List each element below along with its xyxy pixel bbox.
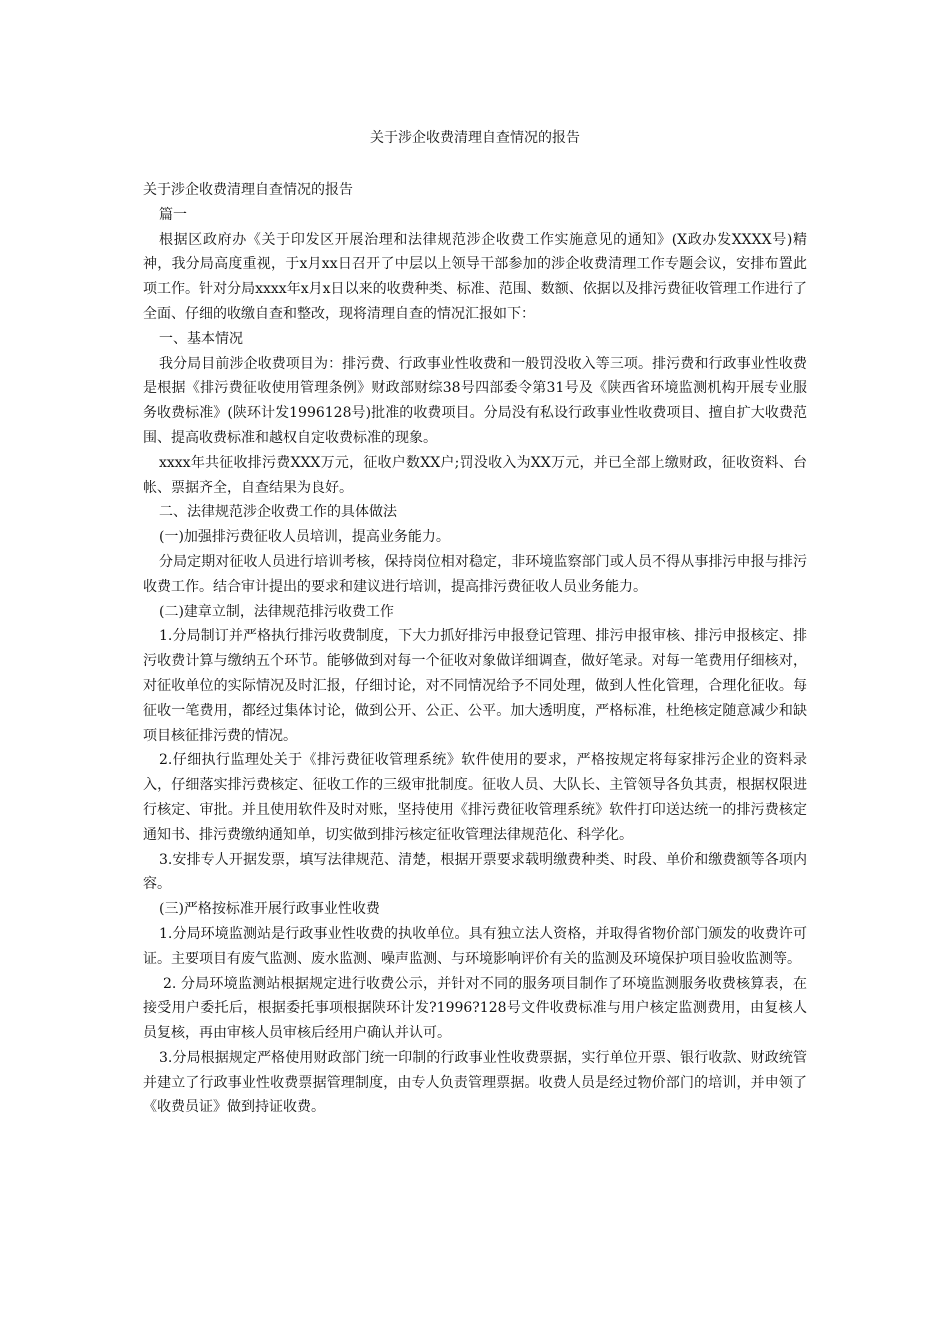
section-heading: 一、基本情况 xyxy=(159,330,243,347)
paragraph: 2.仔细执行监理处关于《排污费征收管理系统》软件使用的要求，严格按规定将每家排污企业的资料录入，仔细落实排污费核定、征收工作的三级审批制度。征收人员、大队长、主管领导各负其责，根据权限进行核定、审批。并且使用软件及时对账，坚持使用《排污费征收管理系统》软件打印送达统一的排污费核定通知书、排污费缴纳通知单，切实做到排污核定征收管理法律规范化、科学化。 xyxy=(143,752,807,843)
paragraph: 2. 分局环境监测站根据规定进行收费公示，并针对不同的服务项目制作了环境监测服务收费核算表，在接受用户委托后，根据委托事项根据陕环计发?1996?128号文件收费标准与用户核定监测费用，由复核人员复核，再由审核人员审核后经用户确认并认可。 xyxy=(143,975,807,1042)
document-title: 关于涉企收费清理自查情况的报告 xyxy=(370,130,580,146)
paragraph: 根据区政府办《关于印发区开展治理和法律规范涉企收费工作实施意见的通知》(X政办发XXXX号)精神，我分局高度重视，于x月xx日召开了中层以上领导干部参加的涉企收费清理工作专题会议，安排布置此项工作。针对分局xxxx年x月x日以来的收费种类、标准、范围、数额、依据以及排污费征收管理工作进行了全面、仔细的收缴自查和整改，现将清理自查的情况汇报如下： xyxy=(143,231,807,322)
paragraph: 1.分局制订并严格执行排污收费制度，下大力抓好排污申报登记管理、排污申报审核、排污申报核定、排污收费计算与缴纳五个环节。能够做到对每一个征收对象做详细调查，做好笔录。对每一笔费用仔细核对，对征收单位的实际情况及时汇报，仔细讨论，对不同情况给予不同处理，做到人性化管理，合理化征收。每征收一笔费用，都经过集体讨论，做到公开、公正、公平。加大透明度，严格标准，杜绝核定随意减少和缺项目核征排污费的情况。 xyxy=(143,628,807,744)
paragraph: 3.安排专人开据发票，填写法律规范、清楚，根据开票要求载明缴费种类、时段、单价和缴费额等各项内容。 xyxy=(143,851,807,893)
section-heading: 二、法律规范涉企收费工作的具体做法 xyxy=(159,504,397,521)
paragraph: 3.分局根据规定严格使用财政部门统一印制的行政事业性收费票据，实行单位开票、银行收款、财政统管并建立了行政事业性收费票据管理制度，由专人负责管理票据。收费人员是经过物价部门的培训，并申领了《收费员证》做到持证收费。 xyxy=(143,1049,807,1116)
subsection-heading: (一)加强排污费征收人员培训，提高业务能力。 xyxy=(159,529,450,546)
paragraph: 我分局目前涉企收费项目为：排污费、行政事业性收费和一般罚没收入等三项。排污费和行政事业性收费是根据《排污费征收使用管理条例》财政部财综38号四部委令第31号及《陕西省环境监测机构开展专业服务收费标准》(陕环计发1996128号)批准的收费项目。分局没有私设行政事业性收费项目、擅自扩大收费范围、提高收费标准和越权自定收费标准的现象。 xyxy=(143,355,807,446)
subsection-heading: (三)严格按标准开展行政事业性收费 xyxy=(159,901,380,918)
section-label: 篇一 xyxy=(159,206,187,223)
body-heading: 关于涉企收费清理自查情况的报告 xyxy=(143,182,353,198)
paragraph: xxxx年共征收排污费XXX万元，征收户数XX户;罚没收入为XX万元，并已全部上缴财政，征收资料、台帐、票据齐全，自查结果为良好。 xyxy=(143,454,807,496)
paragraph: 1.分局环境监测站是行政事业性收费的执收单位。具有独立法人资格，并取得省物价部门颁发的收费许可证。主要项目有废气监测、废水监测、噪声监测、与环境影响评价有关的监测及环境保护项目验收监测等。 xyxy=(143,925,807,967)
subsection-heading: (二)建章立制，法律规范排污收费工作 xyxy=(159,603,394,620)
document-body xyxy=(143,178,807,1120)
paragraph: 分局定期对征收人员进行培训考核，保持岗位相对稳定，非环境监察部门或人员不得从事排污申报与排污收费工作。结合审计提出的要求和建议进行培训，提高排污费征收人员业务能力。 xyxy=(143,553,807,595)
